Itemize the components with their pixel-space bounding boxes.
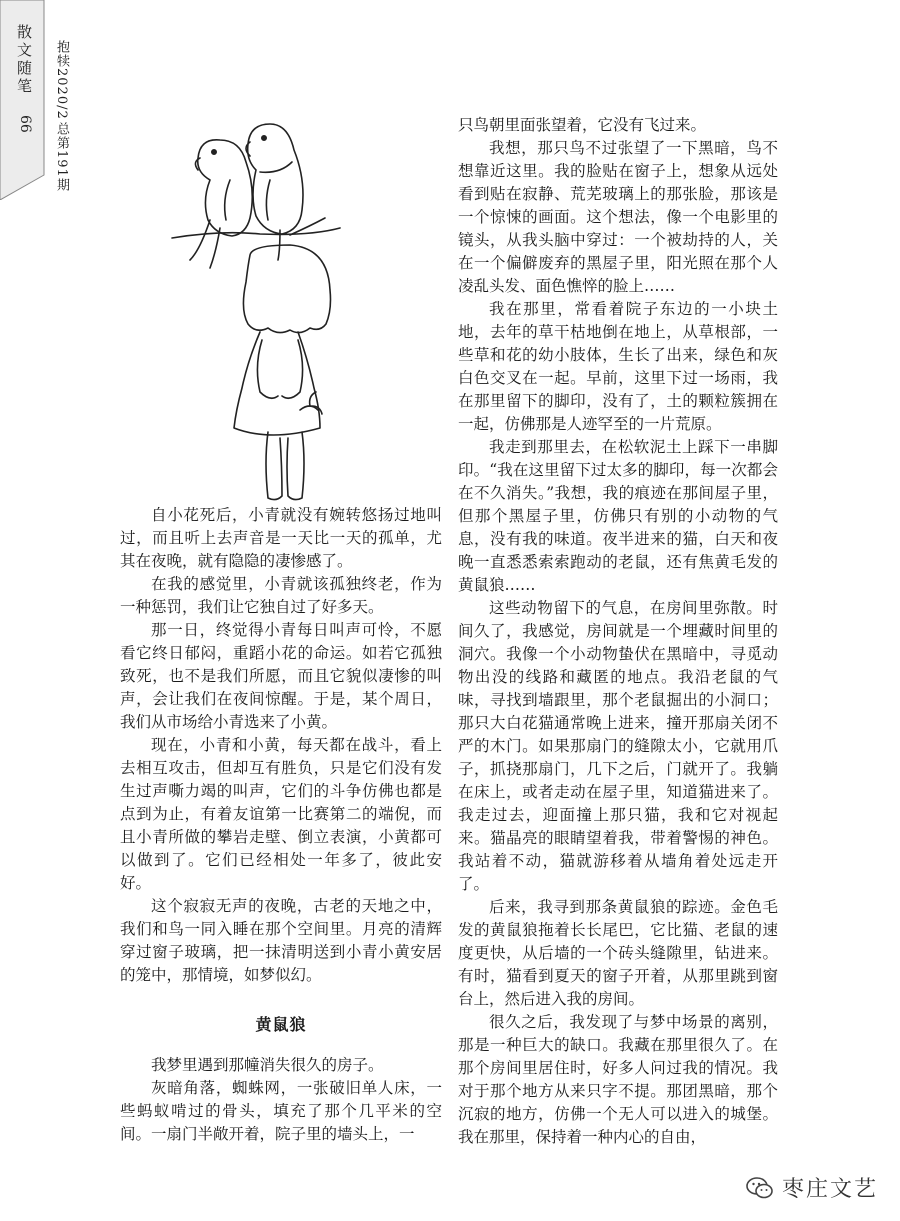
section-heading: 黄鼠狼: [255, 1015, 307, 1034]
right-column: [458, 114, 778, 1149]
paragraph: 我走到那里去，在松软泥土上踩下一串脚印。“我在这里留下过太多的脚印，每一次都会在不久消失。”我想，我的痕迹在那间屋子里，但那个黑屋子里，仿佛只有别的小动物的气息，没有我的味道。夜半进来的猫，白天和夜晚一直悉悉索索跑动的老鼠，还有焦黄毛发的黄鼠狼……: [458, 438, 778, 594]
girl-and-parrots-illustration: [160, 110, 360, 505]
journal-total-issue: 总第191期: [54, 122, 69, 192]
page-number: 66: [17, 115, 33, 133]
paragraph: 灰暗角落，蜘蛛网，一张破旧单人床，一些蚂蚁啃过的骨头，填充了那个几平米的空间。一扇门半敞开着，院子里的墙头上，一: [120, 1079, 442, 1143]
journal-issue: 抱犊2020/2: [54, 40, 69, 120]
paragraph: 现在，小青和小黄，每天都在战斗，看上去相互攻击，但却互有胜负，只是它们没有发生过声嘶力竭的叫声，它们的斗争仿佛也都是点到为止，有着友谊第一比赛第二的端倪，而且小青所做的攀岩走壁、倒立表演，小黄都可以做到了。它们已经相处一年多了，彼此安好。: [120, 736, 442, 892]
paragraph: 自小花死后，小青就没有婉转悠扬过地叫过，而且听上去声音是一天比一天的孤单，尤其在夜晚，就有隐隐的凄惨感了。: [120, 506, 442, 570]
paragraph: 这些动物留下的气息，在房间里弥散。时间久了，我感觉，房间就是一个埋藏时间里的洞穴。我像一个小动物蛰伏在黑暗中，寻觅动物出没的线路和藏匿的地点。我沿老鼠的气味，寻找到墙跟里，那个老鼠掘出的小洞口；那只大白花猫通常晚上进来，撞开那扇关闭不严的木门。如果那扇门的缝隙太小，它就用爪子，抓挠那扇门，几下之后，门就开了。我躺在床上，或者走动在屋子里，知道猫进来了。我走过去，迎面撞上那只猫，我和它对视起来。猫晶亮的眼睛望着我，带着警惕的神色。我站着不动，猫就游移着从墙角着处远走开了。: [458, 599, 778, 893]
paragraph: 我在那里，常看着院子东边的一小块土地，去年的草干枯地倒在地上，从草根部，一些草和花的幼小肢体，生长了出来，绿色和灰白色交叉在一起。早前，这里下过一场雨，我在那里留下的脚印，没有了，土的颗粒簇拥在一起，仿佛那是人迹罕至的一片荒原。: [458, 300, 778, 433]
paragraph: 后来，我寻到那条黄鼠狼的踪迹。金色毛发的黄鼠狼拖着长长尾巴，它比猫、老鼠的速度更快，从后墙的一个砖头缝隙里，钻进来。有时，猫看到夏天的窗子开着，从那里跳到窗台上，然后进入我的房间。: [458, 898, 778, 1008]
section-label: 散文随笔: [15, 24, 33, 96]
paragraph: 在我的感觉里，小青就该孤独终老，作为一种惩罚，我们让它独自过了好多天。: [120, 575, 442, 616]
page-spine-header: [0, 0, 48, 200]
left-column: [120, 504, 442, 1146]
paragraph: 那一日，终觉得小青每日叫声可怜，不愿看它终日郁闷，重蹈小花的命运。如若它孤独致死，也不是我们所愿，而且它貌似凄惨的叫声，会让我们在夜间惊醒。于是，某个周日，我们从市场给小青选来了小黄。: [120, 621, 442, 731]
paragraph: 我梦里遇到那幢消失很久的房子。: [151, 1056, 384, 1074]
paragraph: 很久之后，我发现了与梦中场景的离别，那是一种巨大的缺口。我藏在那里很久了。在那个房间里居住时，好多人问过我的情况。我对于那个地方从来只字不提。那团黑暗，那个沉寂的地方，仿佛一个无人可以进入的城堡。我在那里，保持着一种内心的自由，: [458, 1013, 778, 1146]
wechat-watermark: [746, 1172, 878, 1203]
paragraph-continued: 只鸟朝里面张望着，它没有飞过来。: [458, 116, 707, 134]
wechat-icon: [746, 1176, 774, 1200]
watermark-text: 枣庄文艺: [781, 1177, 878, 1202]
paragraph: 这个寂寂无声的夜晚，古老的天地之中，我们和鸟一同入睡在那个空间里。月亮的清辉穿过窗子玻璃，把一抹清明送到小青小黄安居的笼中，那情境，如梦似幻。: [120, 897, 442, 984]
paragraph: 我想，那只鸟不过张望了一下黑暗，鸟不想靠近这里。我的脸贴在窗子上，想象从远处看到贴在寂静、荒芜玻璃上的那张脸，那该是一个惊悚的画面。这个想法，像一个电影里的镜头，从我头脑中穿过：一个被劫持的人，关在一个偏僻废弃的黑屋子里，阳光照在那个人凌乱头发、面色憔悴的脸上……: [458, 139, 778, 295]
